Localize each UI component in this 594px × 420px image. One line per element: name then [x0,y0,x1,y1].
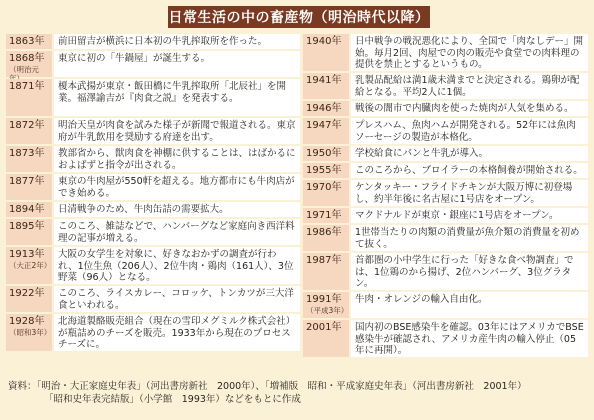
timeline-row [303,320,588,359]
year-cell: 1991年 （平成3年） [303,292,349,318]
timeline-row [303,253,588,292]
event-cell: 北海道製酪販売組合（現在の雪印メグミルク株式会社）が瓶詰めのチーズを販売。1933年から現在のプロセスチーズに。 [52,314,300,351]
year-cell: 1946年 [303,101,349,116]
year-cell: 1928年 （昭和3年） [6,314,52,351]
timeline-left-column [6,34,300,353]
year-cell: 1868年 （明治元 [6,51,52,77]
event-cell: 首都圏の小中学生に行った「好きな食べ物調査」では、1位鶏のから揚げ、2位ハンバーグ、3位グラタン。 [349,253,588,290]
year-cell: 1894年 [6,202,52,217]
page-title: 日常生活の中の畜産物（明治時代以降） [168,6,430,28]
source-line-1: 資料：「明治・大正家庭史年表」（河出書房新社 2000年）、「増補版 昭和・平成家庭史年表」（河出書房新社 2001年） [8,381,527,392]
event-cell: 牛肉・オレンジの輸入自由化。 [349,292,588,318]
timeline-row [6,51,300,79]
timeline-row [6,34,300,51]
year-cell: 1986年 [303,225,349,251]
year-cell: 1987年 [303,253,349,290]
event-cell: 東京に初の「牛鍋屋」が誕生する。 [52,51,300,77]
timeline-row [303,146,588,163]
timeline-row [6,118,300,146]
timeline-row [6,146,300,174]
event-cell: 学校給食にパンと牛乳が導入。 [349,146,588,161]
timeline-row [6,314,300,353]
event-cell: このころ、雑誌などで、ハンバーグなど家庭向き西洋料理の記事が増える。 [52,219,300,245]
timeline-row [303,208,588,225]
timeline-row [303,34,588,73]
timeline-right-column [303,34,588,359]
timeline-row [303,163,588,180]
year-cell: 1895年 [6,219,52,245]
source-line-2: 「昭和史年表完結版」（小学館 1993年）などをもとに作成 [44,394,301,405]
timeline-row [6,219,300,247]
timeline-row [303,101,588,118]
source-note [8,380,588,406]
event-cell: 明治天皇が肉食を試みた様子が新聞で報道される。東京府が牛乳飲用を奨励する府達を出す。 [52,118,300,144]
event-cell: マクドナルドが東京・銀座に1号店をオープン。 [349,208,588,223]
timeline-row [303,73,588,101]
event-cell: 日中戦争の戦況悪化により、全国で「肉なしデー」開始。毎月2回、肉屋での肉の販売や食堂での肉料理の提供を禁止とするというもの。 [349,34,588,71]
event-cell: 国内初のBSE感染牛を確認。03年にはアメリカでBSE感染牛が確認され、アメリカ産牛肉の輸入停止（05年に再開）。 [349,320,588,357]
timeline-row [303,118,588,146]
year-cell: 1940年 [303,34,349,71]
timeline-row [6,247,300,286]
timeline-row [6,79,300,118]
event-cell: 1世帯当たりの肉類の消費量が魚介類の消費量を初めて抜く。 [349,225,588,251]
timeline-row [303,180,588,208]
year-cell: 1950年 [303,146,349,161]
event-cell: 教部省から、獣肉食を神棚に供することは、はばかるにおよばずと指令が出される。 [52,146,300,172]
timeline-row [303,225,588,253]
event-cell: 東京の牛肉屋が550軒を超える。地方都市にも牛肉店ができ始める。 [52,174,300,200]
event-cell: 戦後の闇市で内臓肉を使った焼肉が人気を集める。 [349,101,588,116]
year-cell: 1872年 [6,118,52,144]
timeline-row [6,286,300,314]
event-cell: 前田留吉が横浜に日本初の牛乳搾取所を作った。 [52,34,300,49]
year-cell: 1971年 [303,208,349,223]
year-cell: 1941年 [303,73,349,99]
timeline-row [303,292,588,320]
year-cell: 1863年 [6,34,52,49]
year-cell: 1970年 [303,180,349,206]
year-cell: 1873年 [6,146,52,172]
event-cell: 榎本武揚が東京・飯田橋に牛乳搾取所「北辰社」を開業。福澤諭吉が『肉食之説』を発表する。 [52,79,300,116]
year-cell: 1913年 （大正2年） [6,247,52,284]
year-cell: 1877年 [6,174,52,200]
event-cell: 大阪の女学生を対象に、好きなおかずの調査が行われ、1位生魚（206人）、2位牛肉・鶏肉（161人）、3位野菜（96人）となる。 [52,247,300,284]
timeline-row [6,174,300,202]
year-cell: 1947年 [303,118,349,144]
event-cell: 日清戦争のため、牛肉缶詰の需要拡大。 [52,202,300,217]
timeline-row [6,202,300,219]
event-cell: 乳製品配給は満1歳未満までと決定される。鶏卵が配給となる。平均2人に1個。 [349,73,588,99]
event-cell: このころ、ライスカレー、コロッケ、トンカツが三大洋食といわれる。 [52,286,300,312]
year-cell: 2001年 [303,320,349,357]
event-cell: ケンタッキー・フライドチキンが大阪万博に初登場し、約半年後に名古屋に1号店をオープン。 [349,180,588,206]
year-cell: 1871年 [6,79,52,116]
year-cell: 1955年 [303,163,349,178]
event-cell: このころから、ブロイラーの本格飼養が開始される。 [349,163,588,178]
year-cell: 1922年 [6,286,52,312]
event-cell: プレスハム、魚肉ハムが開発される。52年には魚肉ソーセージの製造が本格化。 [349,118,588,144]
